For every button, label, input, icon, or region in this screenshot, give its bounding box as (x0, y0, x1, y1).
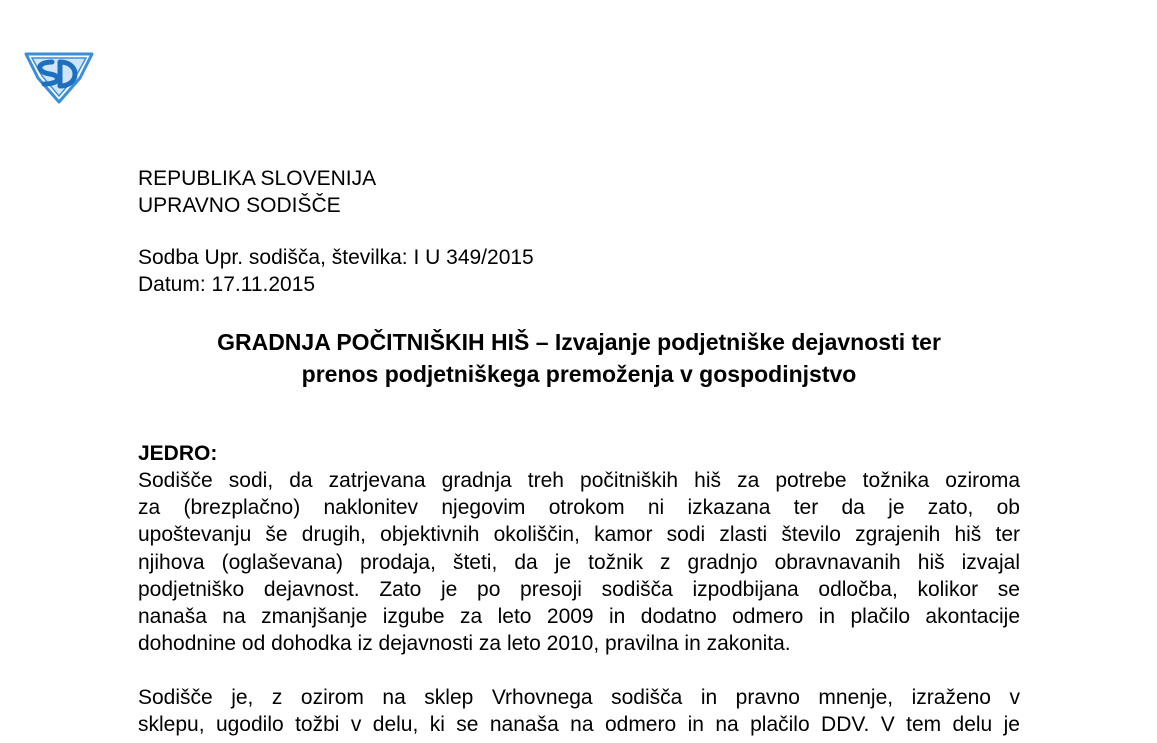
case-number: Sodba Upr. sodišča, številka: I U 349/2015 (138, 246, 534, 269)
paragraph-line: Sodišče sodi, da zatrjevana gradnja treh počitniških hiš za potrebe tožnika oziroma (138, 469, 1020, 492)
jedro-paragraph-1 (138, 467, 1020, 657)
title-line-2: prenos podjetniškega premoženja v gospodinjstvo (301, 361, 857, 387)
court-name: UPRAVNO SODIŠČE (138, 194, 341, 217)
paragraph-line: nanaša na zmanjšanje izgube za leto 2009 in dodatno odmero in plačilo akontacije (138, 604, 1020, 628)
document-title (138, 326, 1020, 390)
paragraph-line: za (brezplačno) naklonitev njegovim otrokom ni izkazana ter da je zato, ob (138, 496, 1020, 520)
paragraph-line: dohodnine od dohodka iz dejavnosti za leto 2010, pravilna in zakonita. (138, 632, 791, 656)
court-shield-logo-icon (22, 48, 96, 104)
paragraph-line: upoštevanju še drugih, objektivnih okoliščin, kamor sodi zlasti število zgrajenih hiš ter (138, 523, 1020, 547)
jedro-paragraph-2 (138, 684, 1020, 738)
court-logo (22, 48, 96, 104)
paragraph-line: podjetniško dejavnost. Zato je po presoji sodišča izpodbijana odločba, kolikor se (138, 577, 1020, 601)
case-date: Datum: 17.11.2015 (138, 273, 316, 296)
paragraph-line: Sodišče je, z ozirom na sklep Vrhovnega sodišča in pravno mnenje, izraženo v (138, 686, 1020, 709)
republic-name: REPUBLIKA SLOVENIJA (138, 167, 377, 190)
paragraph-line: njihova (oglaševana) prodaja, šteti, da je tožnik z gradnjo obravnavanih hiš izvajal (138, 550, 1020, 574)
title-line-1: GRADNJA POČITNIŠKIH HIŠ – Izvajanje podjetniške dejavnosti ter (217, 329, 941, 355)
paragraph-line: sklepu, ugodilo tožbi v delu, ki se nanaša na odmero in na plačilo DDV. V tem delu je (138, 713, 1020, 737)
jedro-label: JEDRO: (138, 442, 218, 465)
